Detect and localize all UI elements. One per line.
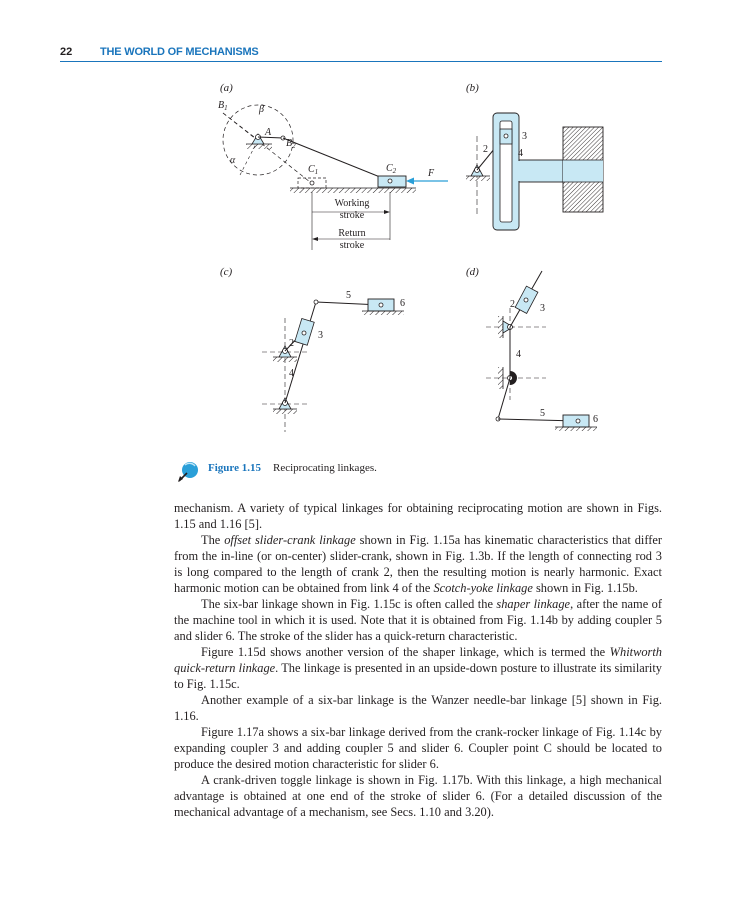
panel-c: [220, 266, 405, 432]
label-return: Return: [338, 228, 366, 239]
ground-a: [246, 144, 272, 149]
running-title: THE WORLD OF MECHANISMS: [100, 46, 259, 58]
label-return-stroke: stroke: [339, 240, 365, 251]
label-b-3: 3: [522, 131, 527, 142]
label-a: A: [265, 127, 272, 138]
label-c2: $C_2$: [386, 163, 397, 175]
panel-a-label: (a): [220, 82, 233, 94]
paragraph-1: mechanism. A variety of typical linkages for obtaining reciprocating motion are shown in Figs. 1.15 and 1.16 [5].: [174, 501, 662, 531]
label-b2: $B_2$: [286, 138, 296, 150]
label-d-5: 5: [540, 408, 545, 419]
label-b-4: 4: [518, 148, 523, 159]
panel-d-label: (d): [466, 266, 479, 278]
panel-d: [466, 266, 598, 431]
caption-label: Figure 1.15: [208, 462, 261, 474]
paragraph-5: Another example of a six-bar linkage is the Wanzer needle-bar linkage [5] shown in Fig. 1.16.: [174, 693, 662, 723]
label-c-6: 6: [400, 298, 405, 309]
label-b1: $B_1$: [218, 100, 228, 112]
label-alpha: α: [230, 155, 236, 166]
paragraph-4: Figure 1.15d shows another version of the shaper linkage, which is termed the Whitworth quick-return linkage. The linkage is presented in an upside-down posture to illustrate its similarity to Fig. 1.15c.: [174, 645, 662, 691]
label-c-2: 2: [289, 338, 294, 349]
caption-text: Reciprocating linkages.: [273, 462, 377, 474]
label-c-3: 3: [318, 330, 323, 341]
panel-c-label: (c): [220, 266, 233, 278]
ground-b: [466, 176, 490, 181]
yoke-arm: [519, 160, 563, 182]
panel-a: [218, 82, 448, 251]
label-beta: β: [259, 104, 264, 115]
label-d-3: 3: [540, 303, 545, 314]
label-c-5: 5: [346, 290, 351, 301]
label-working: Working: [334, 198, 370, 209]
panel-b-label: (b): [466, 82, 479, 94]
label-d-6: 6: [593, 414, 598, 425]
label-c-4: 4: [289, 368, 294, 379]
label-d-4: 4: [516, 349, 521, 360]
paragraph-2: The offset slider-crank linkage shown in Fig. 1.15a has kinematic characteristics that differ from the in-line (or on-center) slider-crank, shown in Fig. 1.3b. If the length of connecting rod 3 is long compared to the length of crank 2, then the resulting motion is nearly harmonic. Exact harmonic motion can be obtained from link 4 of the Scotch-yoke linkage shown in Fig. 1.15b.: [174, 533, 662, 595]
label-d-2: 2: [510, 299, 515, 310]
coupler-3: [283, 138, 390, 181]
label-b-2: 2: [483, 144, 488, 155]
slide-ground-a: [290, 188, 416, 193]
paragraph-3: The six-bar linkage shown in Fig. 1.15c is often called the shaper linkage, after the name of the machine tool in which it is used. Note that it is obtained from Fig. 1.14b by adding coupler 5 and slider 6. The stroke of the slider has a quick-return characteristic.: [174, 597, 662, 643]
panel-b: [466, 82, 603, 230]
label-working-stroke: stroke: [339, 210, 365, 221]
label-f: F: [428, 168, 435, 179]
animation-icon: [176, 461, 202, 483]
body-text: [174, 500, 662, 820]
rocker-c-4: [285, 302, 316, 403]
page-number: 22: [60, 46, 73, 58]
paragraph-7: A crank-driven toggle linkage is shown in Fig. 1.17b. With this linkage, a high mechanical advantage is obtained at one end of the stroke of slider 6. (For a detailed discussion of the mechanical advantage of a mechanism, see Secs. 1.10 and 3.20).: [174, 773, 662, 819]
label-c1: $C_1$: [308, 164, 319, 176]
paragraph-6: Figure 1.17a shows a six-bar linkage derived from the crank-rocker linkage of Fig. 1.14c by expanding coupler 3 and adding coupler 5 and slider 6. Coupler point C should be located to produce the desired motion characteristic for slider 6.: [174, 725, 662, 771]
